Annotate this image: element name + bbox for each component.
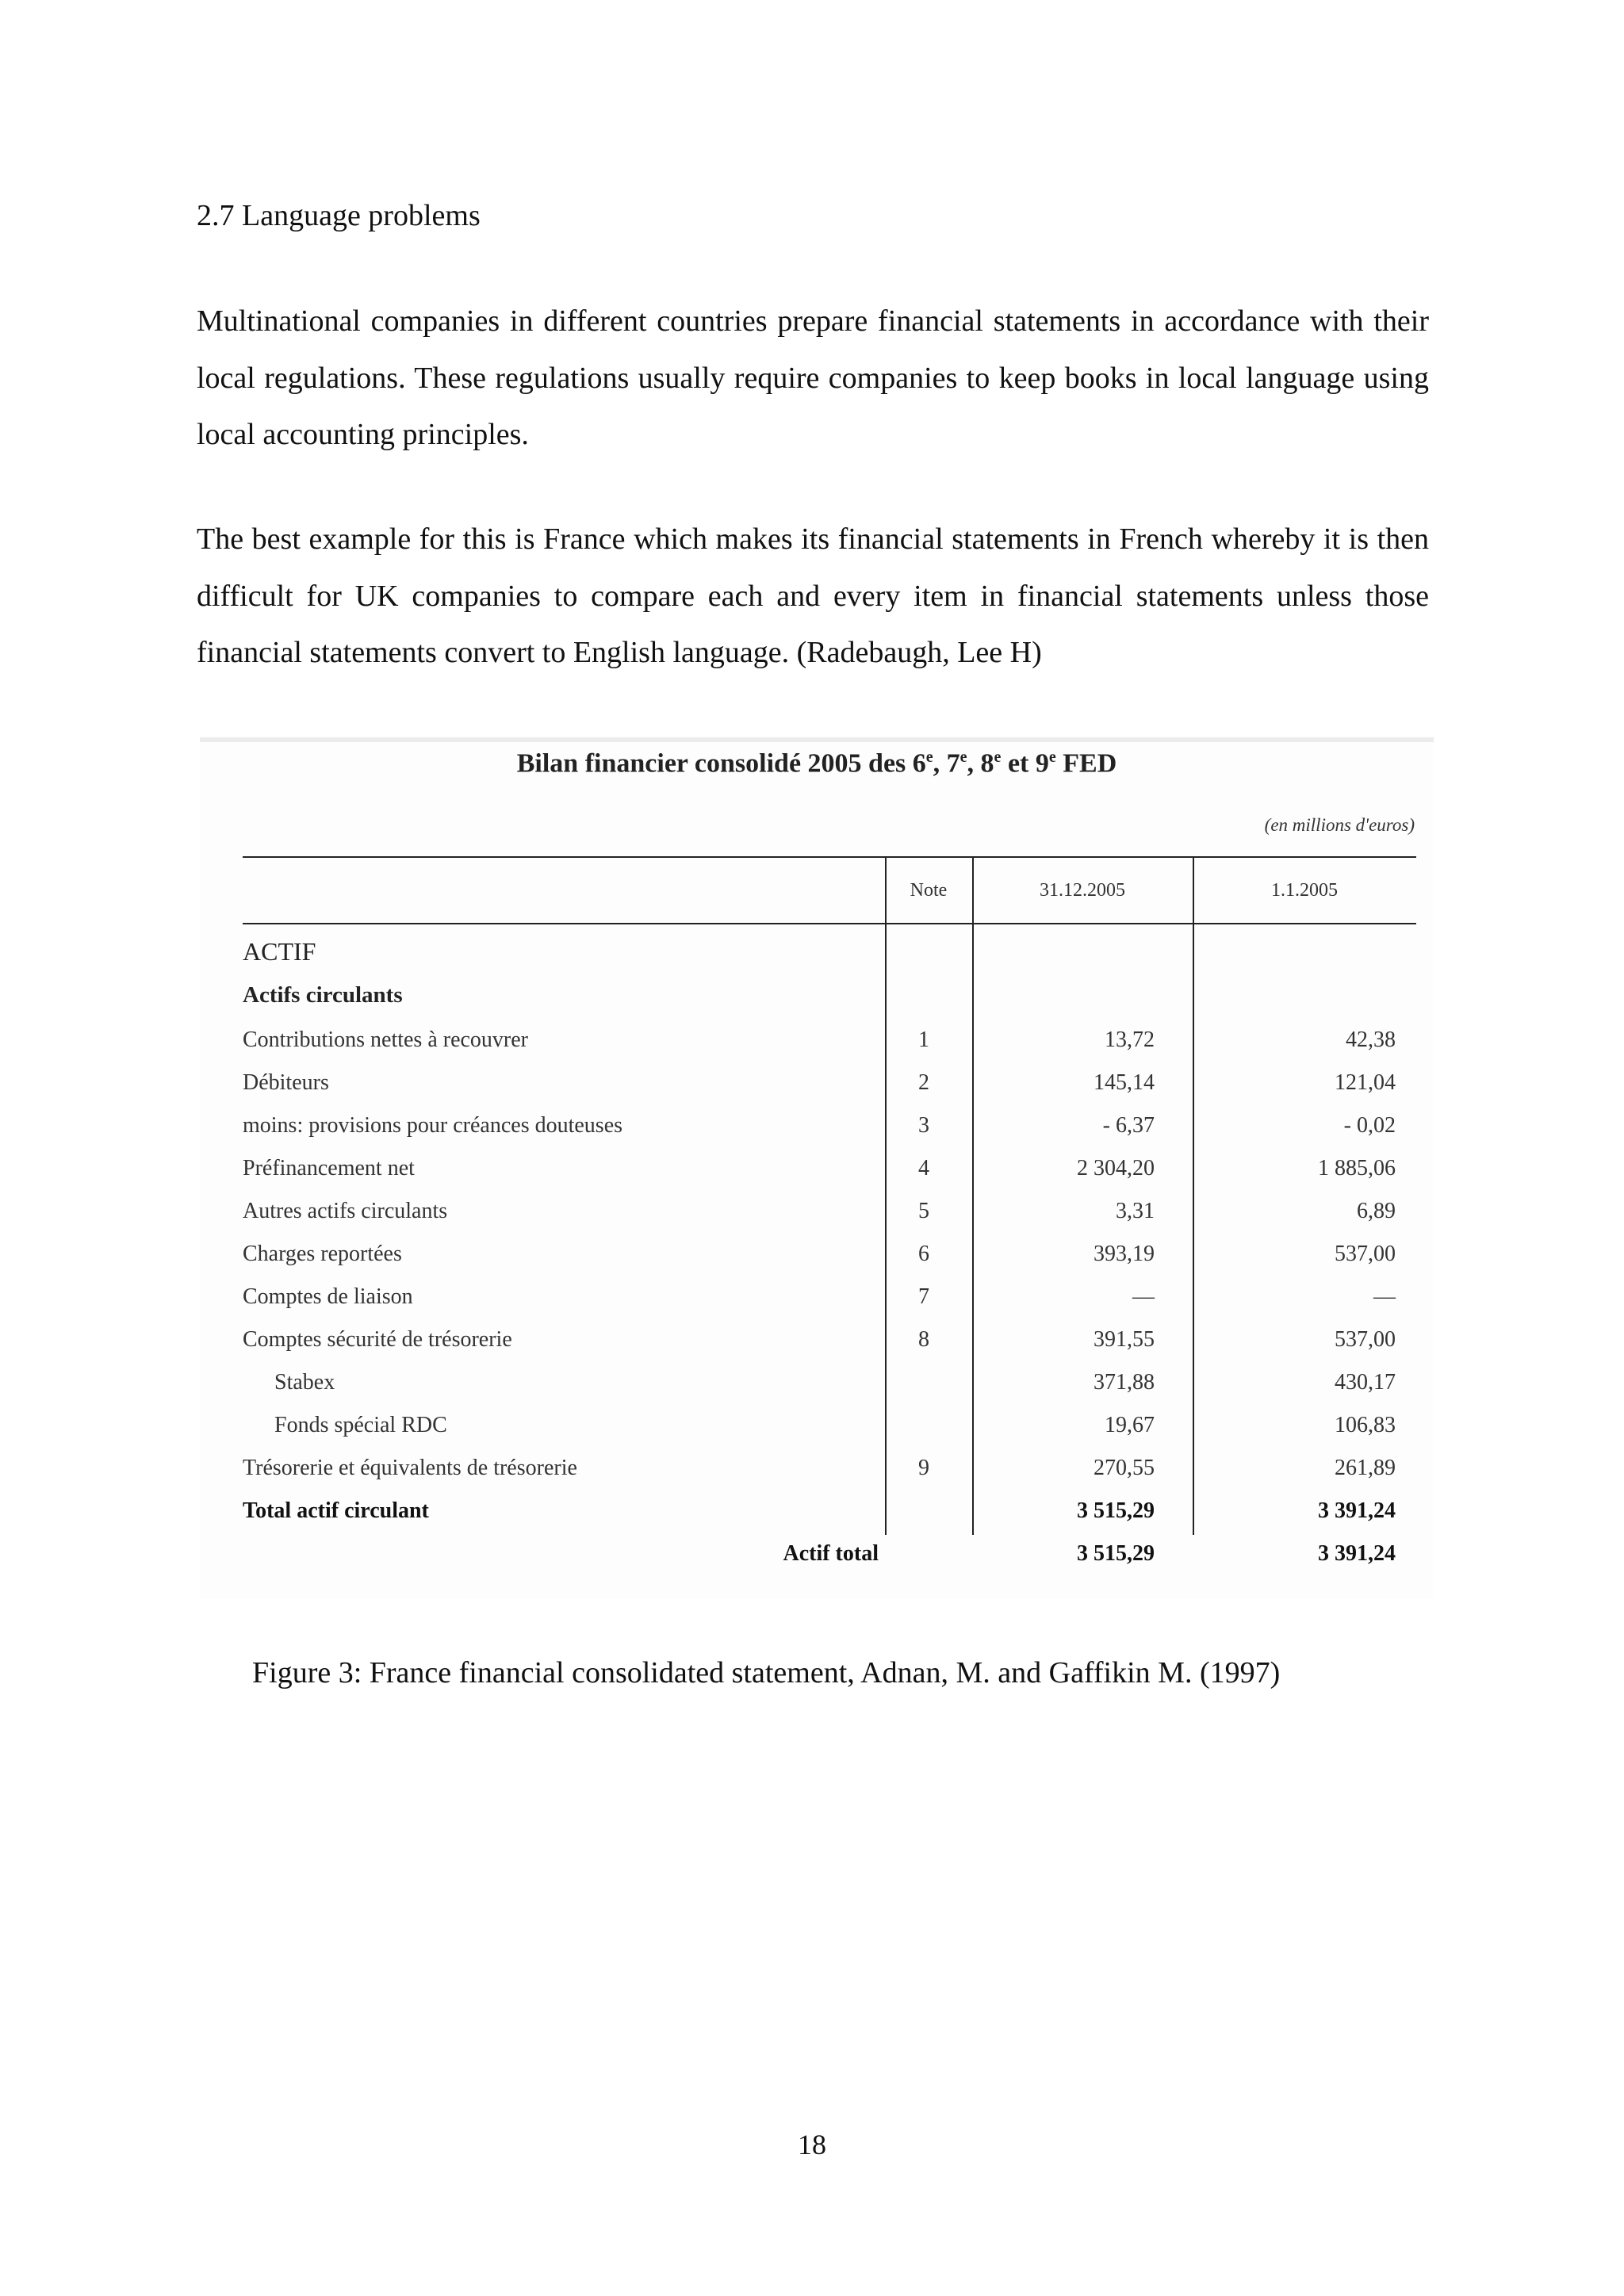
row-value-2005-end: —: [1132, 1284, 1155, 1309]
row-value-2005-start: 261,89: [1335, 1456, 1396, 1480]
section-actif: ACTIF: [243, 937, 316, 966]
row-value-2005-start: - 0,02: [1343, 1113, 1396, 1138]
row-value-2005-end: 391,55: [1094, 1327, 1155, 1352]
table-row: [200, 1027, 1434, 1070]
table-row: [200, 1456, 1434, 1498]
table-row: [200, 1199, 1434, 1242]
table-row: [200, 1113, 1434, 1156]
row-value-2005-start: 6,89: [1357, 1199, 1396, 1223]
row-value-2005-end: 371,88: [1094, 1370, 1155, 1395]
row-note: 6: [918, 1242, 929, 1266]
table-row: [200, 1370, 1434, 1413]
row-value-2005-end: 13,72: [1105, 1027, 1155, 1052]
row-value-2005-start: 3 391,24: [1318, 1541, 1396, 1566]
header-col1: 31.12.2005: [1040, 880, 1125, 901]
row-label: Comptes sécurité de trésorerie: [243, 1327, 512, 1352]
row-label: Actif total: [783, 1541, 879, 1566]
row-label: Trésorerie et équivalents de trésorerie: [243, 1456, 577, 1480]
row-value-2005-end: 393,19: [1094, 1242, 1155, 1266]
row-note: 1: [918, 1027, 929, 1052]
row-note: 8: [918, 1327, 929, 1352]
table-row: [200, 1327, 1434, 1370]
table-row: [200, 1284, 1434, 1327]
table-row: [200, 1242, 1434, 1284]
header-note: Note: [910, 880, 948, 901]
row-value-2005-end: 270,55: [1094, 1456, 1155, 1480]
row-note: 5: [918, 1199, 929, 1223]
row-value-2005-start: 537,00: [1335, 1242, 1396, 1266]
row-value-2005-end: 19,67: [1105, 1413, 1155, 1437]
balance-sheet-figure: [200, 737, 1434, 1598]
row-note: 7: [918, 1284, 929, 1309]
row-value-2005-end: 3,31: [1116, 1199, 1155, 1223]
row-value-2005-start: 537,00: [1335, 1327, 1396, 1352]
row-note: 9: [918, 1456, 929, 1480]
section-actifs-circulants: Actifs circulants: [243, 982, 403, 1008]
row-label: Contributions nettes à recouvrer: [243, 1027, 529, 1052]
row-value-2005-start: 430,17: [1335, 1370, 1396, 1395]
row-label: Comptes de liaison: [243, 1284, 413, 1309]
paragraph-1: Multinational companies in different countries prepare financial statements in accordance with their local regulations. These regulations usually require companies to keep books in local language using local accounting principles.: [197, 304, 1429, 451]
row-label: Débiteurs: [243, 1070, 329, 1095]
table-header-rule: [243, 923, 1416, 924]
row-value-2005-start: 121,04: [1335, 1070, 1396, 1095]
header-col2: 1.1.2005: [1271, 880, 1338, 901]
page-number: 18: [798, 2129, 826, 2160]
table-row-total-assets: [200, 1541, 1434, 1584]
row-value-2005-end: 2 304,20: [1077, 1156, 1155, 1181]
row-note: 3: [918, 1113, 929, 1138]
table-row: [200, 1070, 1434, 1113]
row-value-2005-end: - 6,37: [1102, 1113, 1155, 1138]
table-top-rule: [243, 856, 1416, 858]
row-value-2005-start: —: [1373, 1284, 1396, 1309]
row-value-2005-start: 1 885,06: [1318, 1156, 1396, 1181]
paragraph-2: The best example for this is France which makes its financial statements in French whereby it is then difficult for UK companies to compare each and every item in financial statements unless those financial statements convert to English language. (Radebaugh, Lee H): [197, 522, 1429, 669]
row-label: moins: provisions pour créances douteuses: [243, 1113, 623, 1138]
table-unit: (en millions d'euros): [1264, 815, 1415, 835]
table-title: Bilan financier consolidé 2005 des 6e, 7e, 8e et 9e FED: [516, 748, 1117, 779]
row-label: Total actif circulant: [243, 1498, 429, 1523]
table-row: [200, 1413, 1434, 1456]
row-note: 4: [918, 1156, 929, 1181]
row-value-2005-start: 106,83: [1335, 1413, 1396, 1437]
row-value-2005-end: 3 515,29: [1077, 1498, 1155, 1523]
row-note: 2: [918, 1070, 929, 1095]
row-value-2005-end: 145,14: [1094, 1070, 1155, 1095]
section-heading: 2.7 Language problems: [197, 199, 481, 232]
row-label: Autres actifs circulants: [243, 1199, 448, 1223]
row-value-2005-start: 3 391,24: [1318, 1498, 1396, 1523]
figure-caption: Figure 3: France financial consolidated statement, Adnan, M. and Gaffikin M. (1997): [252, 1656, 1281, 1689]
row-value-2005-start: 42,38: [1346, 1027, 1396, 1052]
row-label: Stabex: [274, 1370, 335, 1395]
row-value-2005-end: 3 515,29: [1077, 1541, 1155, 1566]
row-label: Préfinancement net: [243, 1156, 415, 1181]
table-row-total-current: [200, 1498, 1434, 1541]
table-row: [200, 1156, 1434, 1199]
row-label: Fonds spécial RDC: [274, 1413, 447, 1437]
row-label: Charges reportées: [243, 1242, 402, 1266]
